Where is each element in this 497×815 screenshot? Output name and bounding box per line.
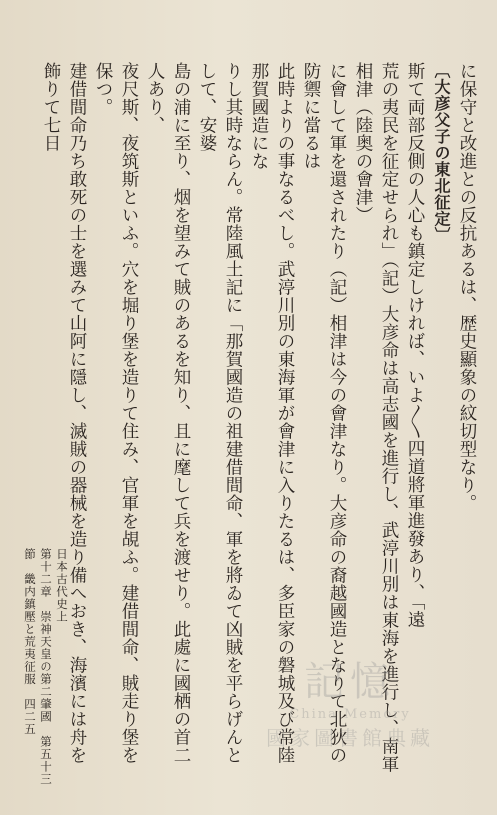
- book-title: 日本古代史上: [55, 548, 69, 623]
- text-column: 島の浦に至り、烟を望みて賊のあるを知り、且に麾して兵を渡せり。此處に國栖の首二人あり、: [145, 62, 191, 764]
- text-column: に會して軍を還されたり（記）相津は今の會津なり。大彦命の裔越國造となりて北狄の防禦に當るは: [301, 62, 347, 764]
- watermark-sub: China Memory: [289, 707, 411, 722]
- section-heading: 〔大彦父子の東北征定〕: [432, 62, 451, 244]
- text-column: りし其時ならん。常陸風土記に「那賀國造の祖建借間命、軍を將ゐて凶賊を平らげんとして、安婆: [197, 62, 243, 764]
- text-column: 荒の夷民を征定せられ」（記）大彦命は高志國を進行し、武渟川別は東海を進行し、南軍相津（陸奥の會津）: [353, 62, 399, 774]
- text-column: に保守と改進との反抗あるは、歴史顯象の紋切型なり。: [457, 62, 477, 512]
- chapter-info: 第十二章 崇神天皇の第二肇國 第五十三節 畿内鎮壓と荒夷征服 四二五: [23, 548, 53, 786]
- watermark-library: 國家圖書館典藏: [266, 726, 434, 750]
- watermark-main: 記憶: [304, 659, 396, 705]
- text-column: 斯て両部反側の人心も鎮定しければ、いよ〳〵四道將軍進發あり、「遠: [405, 62, 425, 629]
- text-column: 此時よりの事なるべし。武渟川別の東海軍が會津に入りたるは、多臣家の磐城及び常陸那賀國造にな: [249, 62, 295, 764]
- watermark: [240, 650, 460, 751]
- page-footer: [22, 548, 70, 788]
- text-column: 建借間命乃ち敢死の士を選みて山阿に隱し、滅賊の器械を造り備へおき、海濱には舟を飾りて七日: [41, 62, 87, 764]
- text-column: 夜尺斯、夜筑斯といふ。穴を堀り堡を造りて住み、官軍を覘ふ。建借間命、賊走り堡を保つ。: [93, 62, 139, 764]
